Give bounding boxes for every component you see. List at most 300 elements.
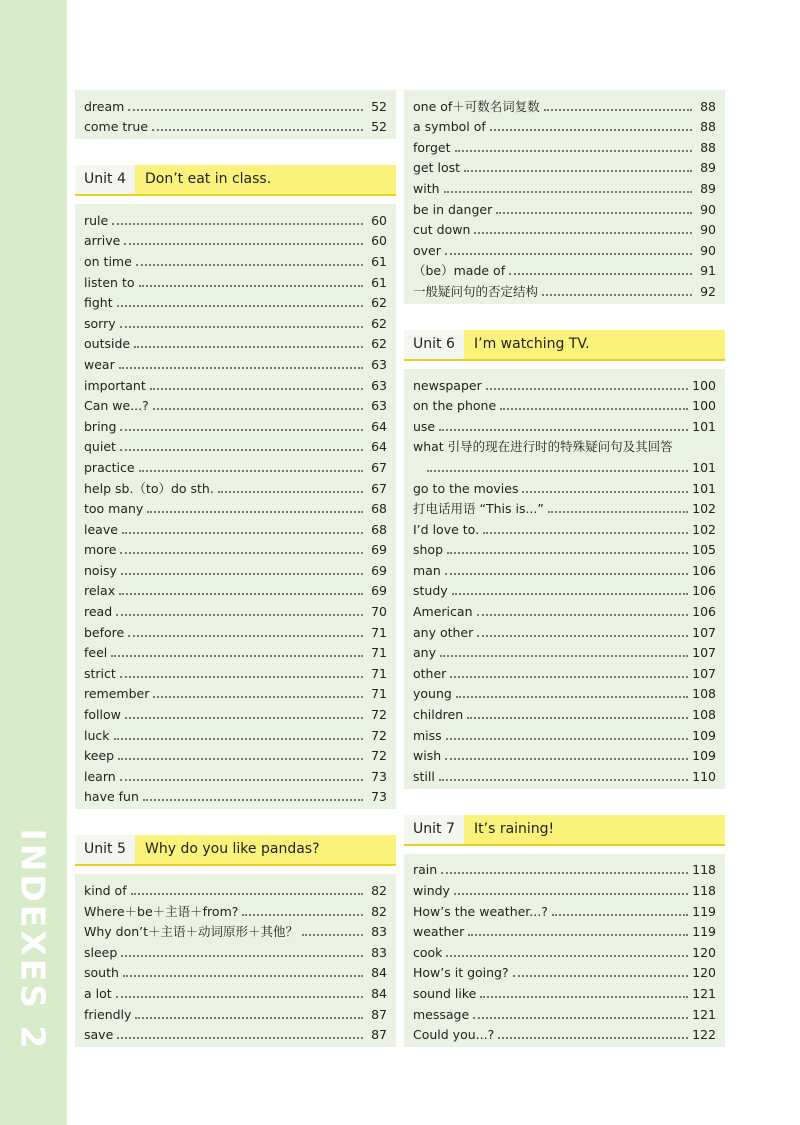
- dot-leader: [446, 955, 688, 957]
- page-number: 89: [700, 180, 716, 196]
- index-entry: [413, 197, 716, 218]
- index-entry: [84, 270, 387, 291]
- index-term: rain: [413, 862, 438, 878]
- index-term: help sb.（to）do sth.: [84, 480, 214, 496]
- unit-title: I’m watching TV.: [464, 330, 725, 359]
- dot-leader: [544, 109, 692, 111]
- index-entry: [413, 764, 716, 785]
- page-number: 73: [371, 789, 387, 805]
- index-term: 一般疑问句的否定结构: [413, 283, 539, 299]
- page-number: 100: [692, 377, 716, 393]
- index-entry: [413, 476, 716, 497]
- index-entry: [84, 702, 387, 723]
- page-number: 92: [700, 283, 716, 299]
- page-number: 71: [371, 665, 387, 681]
- page-number: 101: [692, 459, 716, 475]
- index-entry: [84, 517, 387, 538]
- page-number: 87: [371, 1006, 387, 1022]
- index-entry: [84, 373, 387, 394]
- page-number: 118: [692, 862, 716, 878]
- index-term: a symbol of: [413, 119, 486, 135]
- dot-leader: [122, 532, 363, 534]
- index-term: quiet: [84, 439, 116, 455]
- index-term: listen to: [84, 274, 135, 290]
- index-term: practice: [84, 459, 135, 475]
- index-entry: [84, 641, 387, 662]
- dot-leader: [112, 223, 363, 225]
- page-number: 67: [371, 480, 387, 496]
- dot-leader: [542, 294, 692, 296]
- dot-leader: [139, 470, 363, 472]
- dot-leader: [120, 429, 363, 431]
- page-number: 52: [371, 98, 387, 114]
- dot-leader: [147, 511, 363, 513]
- index-entry: [413, 579, 716, 600]
- index-entry: [413, 497, 716, 518]
- dot-leader: [120, 326, 363, 328]
- index-term: shop: [413, 542, 444, 558]
- index-term: any other: [413, 624, 474, 640]
- page-number: 68: [371, 501, 387, 517]
- index-entry: [413, 599, 716, 620]
- index-term: wish: [413, 748, 442, 764]
- dot-leader: [477, 635, 688, 637]
- dot-leader: [552, 914, 688, 916]
- index-entry: [413, 279, 716, 300]
- page-number: 88: [700, 139, 716, 155]
- index-entry: [413, 641, 716, 662]
- index-entry: [84, 414, 387, 435]
- page-number: 102: [692, 521, 716, 537]
- dot-leader: [468, 934, 688, 936]
- index-entry: [413, 682, 716, 703]
- index-entry: [413, 723, 716, 744]
- index-term: what 引导的现在进行时的特殊疑问句及其回答: [413, 439, 673, 455]
- index-term: remember: [84, 686, 150, 702]
- index-term: over: [413, 242, 441, 258]
- index-term: wear: [84, 356, 115, 372]
- index-term: come true: [84, 119, 149, 135]
- index-entry: [413, 414, 716, 435]
- page-number: 71: [371, 645, 387, 661]
- index-term: （be）made of: [413, 263, 506, 279]
- index-entry: [413, 620, 716, 641]
- page-number: 106: [692, 604, 716, 620]
- page-number: 106: [692, 583, 716, 599]
- dot-leader: [447, 552, 688, 554]
- page-number: 106: [692, 562, 716, 578]
- index-entry: [84, 981, 387, 1002]
- index-entry: [413, 135, 716, 156]
- page-number: 73: [371, 768, 387, 784]
- unit-header: [404, 330, 725, 361]
- index-list: [404, 854, 725, 1047]
- dot-leader: [119, 593, 363, 595]
- index-entry: [413, 538, 716, 559]
- page-number: 119: [692, 903, 716, 919]
- dot-leader: [490, 129, 692, 131]
- page-number: 62: [371, 336, 387, 352]
- index-entry: [413, 517, 716, 538]
- page-number: 67: [371, 459, 387, 475]
- unit-header: [404, 815, 725, 846]
- page-number: 120: [692, 965, 716, 981]
- index-term: strict: [84, 665, 116, 681]
- page-number: 69: [371, 583, 387, 599]
- index-entry: [84, 1002, 387, 1023]
- dot-leader: [128, 635, 363, 637]
- dot-leader: [455, 150, 693, 152]
- index-term: on time: [84, 253, 132, 269]
- unit-number: Unit 7: [404, 815, 464, 844]
- page-number: 122: [692, 1027, 716, 1043]
- index-entry: [413, 899, 716, 920]
- index-term: relax: [84, 583, 116, 599]
- index-entry: [413, 435, 716, 456]
- dot-leader: [128, 109, 363, 111]
- dot-leader: [218, 491, 363, 493]
- index-entry: [84, 785, 387, 806]
- index-term: children: [413, 707, 464, 723]
- index-term: on the phone: [413, 398, 497, 414]
- unit-number: Unit 4: [75, 165, 135, 194]
- index-term: Could you...?: [413, 1027, 495, 1043]
- index-entry: [84, 682, 387, 703]
- index-entry: [84, 394, 387, 415]
- dot-leader: [513, 975, 689, 977]
- index-term: use: [413, 418, 436, 434]
- unit-number: Unit 5: [75, 835, 135, 864]
- dot-leader: [116, 614, 363, 616]
- index-term: south: [84, 965, 119, 981]
- index-term: bring: [84, 418, 117, 434]
- index-entry: [84, 558, 387, 579]
- index-term: young: [413, 686, 452, 702]
- index-entry: [84, 497, 387, 518]
- index-term: noisy: [84, 562, 117, 578]
- page-number: 63: [371, 398, 387, 414]
- index-entry: [84, 311, 387, 332]
- index-term: I’d love to.: [413, 521, 480, 537]
- index-term: follow: [84, 707, 121, 723]
- page-number: 107: [692, 624, 716, 640]
- dot-leader: [120, 552, 363, 554]
- dot-leader: [439, 779, 688, 781]
- index-entry: [84, 961, 387, 982]
- page-number: 62: [371, 315, 387, 331]
- dot-leader: [114, 738, 363, 740]
- index-entry: [84, 476, 387, 497]
- index-entry: [413, 858, 716, 879]
- index-term: study: [413, 583, 448, 599]
- index-term: save: [84, 1027, 114, 1043]
- page-number: 68: [371, 521, 387, 537]
- index-entry: [84, 920, 387, 941]
- index-entry: [413, 744, 716, 765]
- index-term: newspaper: [413, 377, 482, 393]
- index-entry: [84, 538, 387, 559]
- page-number: 62: [371, 295, 387, 311]
- index-term: sorry: [84, 315, 116, 331]
- dot-leader: [427, 470, 688, 472]
- unit-header: [75, 165, 396, 196]
- index-entry: [413, 558, 716, 579]
- dot-leader: [120, 449, 363, 451]
- side-label: INDEXES 2: [13, 828, 53, 1052]
- dot-leader: [467, 717, 688, 719]
- side-tab: [0, 0, 67, 1125]
- page-number: 108: [692, 707, 716, 723]
- index-entry: [84, 115, 387, 136]
- dot-leader: [120, 779, 363, 781]
- index-entry: [84, 435, 387, 456]
- page-number: 121: [692, 985, 716, 1001]
- dot-leader: [454, 893, 688, 895]
- dot-leader: [445, 253, 692, 255]
- unit-header: [75, 835, 396, 866]
- dot-leader: [445, 573, 688, 575]
- dot-leader: [120, 676, 363, 678]
- index-entry: [413, 920, 716, 941]
- dot-leader: [119, 367, 363, 369]
- dot-leader: [302, 934, 363, 936]
- index-entry: [413, 1023, 716, 1044]
- dot-leader: [121, 955, 363, 957]
- index-entry: [413, 702, 716, 723]
- index-entry: [84, 94, 387, 115]
- dot-leader: [136, 264, 363, 266]
- page-number: 105: [692, 542, 716, 558]
- index-entry: [84, 455, 387, 476]
- index-entry: [84, 661, 387, 682]
- index-term: read: [84, 604, 113, 620]
- right-column: [404, 90, 725, 1047]
- page-number: 82: [371, 883, 387, 898]
- index-term: message: [413, 1006, 470, 1022]
- index-term: kind of: [84, 883, 127, 898]
- index-entry: [413, 115, 716, 136]
- index-list: [404, 90, 725, 304]
- index-term: have fun: [84, 789, 139, 805]
- index-entry: [84, 332, 387, 353]
- page-number: 84: [371, 965, 387, 981]
- page-number: 108: [692, 686, 716, 702]
- page-number: 110: [692, 768, 716, 784]
- page-number: 70: [371, 604, 387, 620]
- index-list: [404, 369, 725, 789]
- unit-title: It’s raining!: [464, 815, 725, 844]
- dot-leader: [509, 273, 692, 275]
- dot-leader: [150, 388, 363, 390]
- page-number: 83: [371, 924, 387, 940]
- page-number: 63: [371, 356, 387, 372]
- index-term: windy: [413, 883, 450, 898]
- index-entry: [84, 291, 387, 312]
- page-number: 118: [692, 883, 716, 898]
- index-term: feel: [84, 645, 108, 661]
- page-number: 72: [371, 707, 387, 723]
- index-term: weather: [413, 924, 465, 940]
- page-number: 69: [371, 542, 387, 558]
- index-term: get lost: [413, 160, 461, 176]
- page-number: 100: [692, 398, 716, 414]
- index-term: dream: [84, 98, 125, 114]
- dot-leader: [456, 696, 688, 698]
- page-number: 101: [692, 418, 716, 434]
- page-number: 120: [692, 944, 716, 960]
- page-number: 72: [371, 748, 387, 764]
- dot-leader: [111, 655, 363, 657]
- index-term: How’s the weather...?: [413, 903, 548, 919]
- page-number: 84: [371, 985, 387, 1001]
- index-entry: [413, 455, 716, 476]
- index-term: American: [413, 604, 473, 620]
- dot-leader: [118, 758, 363, 760]
- index-list: [75, 204, 396, 809]
- index-term: sound like: [413, 985, 477, 1001]
- dot-leader: [441, 872, 688, 874]
- index-term: be in danger: [413, 201, 493, 217]
- index-term: How’s it going?: [413, 965, 509, 981]
- index-entry: [84, 878, 387, 899]
- page-number: 88: [700, 119, 716, 135]
- index-term: one of＋可数名词复数: [413, 98, 540, 114]
- index-entry: [84, 1023, 387, 1044]
- index-term: a lot: [84, 985, 112, 1001]
- index-term: man: [413, 562, 441, 578]
- index-term: friendly: [84, 1006, 132, 1022]
- index-entry: [413, 94, 716, 115]
- dot-leader: [242, 914, 363, 916]
- dot-leader: [153, 408, 363, 410]
- page-number: 69: [371, 562, 387, 578]
- index-term: other: [413, 665, 447, 681]
- unit-title: Don’t eat in class.: [135, 165, 396, 194]
- page-number: 107: [692, 645, 716, 661]
- page-number: 89: [700, 160, 716, 176]
- page-number: 107: [692, 665, 716, 681]
- page-number: 61: [371, 253, 387, 269]
- dot-leader: [483, 532, 688, 534]
- dot-leader: [474, 232, 692, 234]
- index-term: still: [413, 768, 435, 784]
- dot-leader: [445, 758, 688, 760]
- dot-leader: [522, 491, 688, 493]
- dot-leader: [125, 717, 363, 719]
- index-term: luck: [84, 727, 110, 743]
- index-entry: [84, 579, 387, 600]
- index-term: Can we...?: [84, 398, 149, 414]
- page-number: 72: [371, 727, 387, 743]
- index-term: important: [84, 377, 146, 393]
- index-entry: [84, 764, 387, 785]
- dot-leader: [153, 696, 363, 698]
- index-term: arrive: [84, 233, 121, 249]
- index-term: miss: [413, 727, 442, 743]
- index-entry: [413, 238, 716, 259]
- index-term: keep: [84, 748, 115, 764]
- index-term: go to the movies: [413, 480, 519, 496]
- dot-leader: [116, 996, 363, 998]
- page-number: 109: [692, 727, 716, 743]
- dot-leader: [143, 799, 363, 801]
- page-number: 52: [371, 119, 387, 135]
- dot-leader: [486, 388, 688, 390]
- index-term: Where＋be＋主语＋from?: [84, 903, 239, 919]
- dot-leader: [450, 676, 688, 678]
- index-term: rule: [84, 212, 109, 228]
- index-term: 打电话用语 “This is...”: [413, 501, 544, 517]
- index-entry: [84, 620, 387, 641]
- index-entry: [413, 661, 716, 682]
- unit-number: Unit 6: [404, 330, 464, 359]
- index-entry: [413, 176, 716, 197]
- index-entry: [413, 1002, 716, 1023]
- page-number: 71: [371, 624, 387, 640]
- index-entry: [84, 208, 387, 229]
- index-entry: [413, 940, 716, 961]
- dot-leader: [117, 305, 363, 307]
- index-term: outside: [84, 336, 131, 352]
- page-number: 109: [692, 748, 716, 764]
- dot-leader: [477, 614, 689, 616]
- index-entry: [413, 259, 716, 280]
- index-entry: [413, 394, 716, 415]
- index-entry: [413, 218, 716, 239]
- page-number: 82: [371, 903, 387, 919]
- page-number: 102: [692, 501, 716, 517]
- dot-leader: [444, 191, 692, 193]
- dot-leader: [473, 1017, 688, 1019]
- index-entry: [84, 744, 387, 765]
- dot-leader: [134, 346, 363, 348]
- dot-leader: [135, 1017, 363, 1019]
- dot-leader: [139, 285, 364, 287]
- index-term: sleep: [84, 944, 118, 960]
- index-term: cut down: [413, 222, 471, 238]
- page-number: 64: [371, 418, 387, 434]
- index-entry: [84, 940, 387, 961]
- index-term: Why don’t＋主语＋动词原形＋其他？: [84, 924, 299, 940]
- dot-leader: [498, 1037, 688, 1039]
- index-list: [75, 90, 396, 139]
- page-number: 90: [700, 242, 716, 258]
- page-number: 63: [371, 377, 387, 393]
- page-number: 90: [700, 201, 716, 217]
- index-term: learn: [84, 768, 116, 784]
- page-number: 60: [371, 233, 387, 249]
- page-number: 121: [692, 1006, 716, 1022]
- dot-leader: [452, 593, 688, 595]
- index-entry: [84, 599, 387, 620]
- index-term: more: [84, 542, 117, 558]
- index-entry: [413, 981, 716, 1002]
- dot-leader: [439, 429, 688, 431]
- page-number: 88: [700, 98, 716, 114]
- dot-leader: [500, 408, 688, 410]
- index-term: with: [413, 180, 440, 196]
- index-entry: [413, 961, 716, 982]
- dot-leader: [464, 170, 692, 172]
- index-entry: [84, 249, 387, 270]
- index-entry: [413, 878, 716, 899]
- index-term: forget: [413, 139, 451, 155]
- index-entry: [84, 723, 387, 744]
- dot-leader: [152, 129, 363, 131]
- dot-leader: [121, 573, 363, 575]
- dot-leader: [117, 1037, 363, 1039]
- index-term: any: [413, 645, 436, 661]
